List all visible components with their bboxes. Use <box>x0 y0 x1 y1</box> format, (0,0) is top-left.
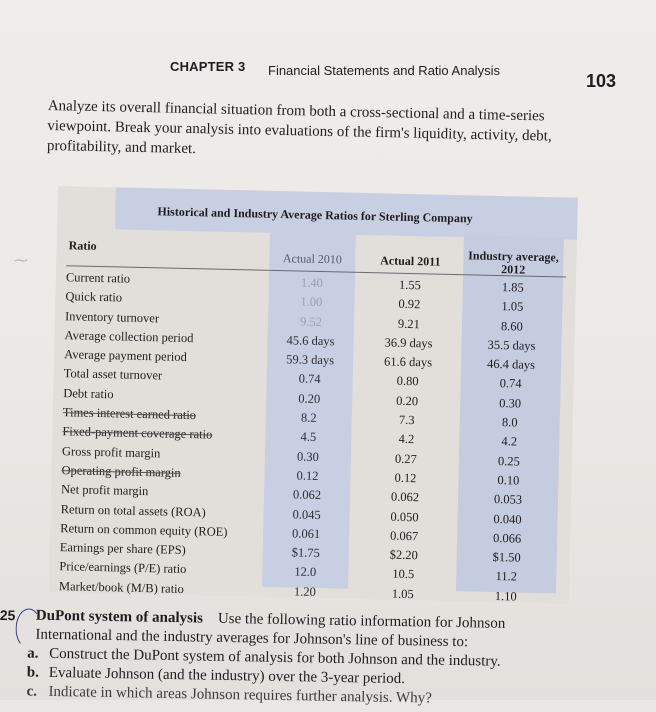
industry-average-value: 8.0 <box>501 415 518 430</box>
actual-2010-value: 0.12 <box>296 468 319 483</box>
ratio-label: Earnings per share (EPS) <box>59 540 186 558</box>
actual-2010-value: 0.045 <box>292 506 321 522</box>
industry-average-value: 0.053 <box>493 492 523 507</box>
ratio-label: Current ratio <box>65 270 131 286</box>
ratio-label: Net profit margin <box>60 482 149 499</box>
actual-2010-value: 0.20 <box>298 391 321 406</box>
actual-2010-value: 12.0 <box>294 564 317 580</box>
actual-2011-value: 36.9 days <box>384 335 433 351</box>
ratio-label: Total asset turnover <box>63 366 163 383</box>
actual-2010-value: 1.40 <box>300 275 323 291</box>
problem-item-text: Evaluate Johnson (and the industry) over the 3-year period. <box>48 664 406 688</box>
actual-2010-value: 0.061 <box>291 526 321 541</box>
actual-2011-value: 0.062 <box>390 489 420 505</box>
actual-2011-value: 10.5 <box>392 567 415 582</box>
actual-2011-value: 0.050 <box>390 509 419 524</box>
actual-2011-value: 0.92 <box>398 297 421 312</box>
ratio-table <box>49 186 578 604</box>
industry-average-value: 35.5 days <box>487 337 536 353</box>
actual-2011-value: 0.80 <box>396 374 419 389</box>
problem-item-mark: a. <box>27 645 39 662</box>
ratio-label: Quick ratio <box>65 289 123 305</box>
actual-2010-value: 8.2 <box>300 410 317 426</box>
industry-average-value: 1.85 <box>501 280 524 295</box>
actual-2010-value: 9.52 <box>299 314 323 329</box>
actual-2011-value: 0.067 <box>389 528 419 544</box>
page-number: 103 <box>585 71 616 91</box>
column-header-industry-line1: Industry average, <box>468 248 559 265</box>
actual-2011-value: 61.6 days <box>383 354 433 370</box>
industry-average-value: 0.25 <box>497 453 520 469</box>
actual-2010-value: 0.74 <box>298 371 321 387</box>
industry-average-value: 0.10 <box>497 473 520 488</box>
column-header-industry <box>458 249 569 277</box>
ratio-label: Gross profit margin <box>61 443 161 461</box>
ratio-label: Return on common equity (ROE) <box>60 521 228 539</box>
ratio-label: Average collection period <box>64 328 194 346</box>
problem-text-line2: International and the industry averages for Johnson's line of business to: <box>35 626 469 651</box>
page-header <box>170 55 616 91</box>
column-header-actual-2010: Actual 2010 <box>282 251 343 267</box>
actual-2010-value: 1.00 <box>300 294 323 310</box>
actual-2010-value: $1.75 <box>291 545 320 561</box>
ratio-label: Market/book (M/B) ratio <box>58 578 185 596</box>
ratio-label: Times interest earned ratio <box>62 405 197 423</box>
industry-average-value: 11.2 <box>495 569 518 584</box>
problem-item-mark: c. <box>26 683 38 700</box>
actual-2011-value: 9.21 <box>397 316 421 331</box>
industry-average-value: 0.040 <box>493 511 522 527</box>
margin-pencil-mark: ⁓ <box>14 252 28 268</box>
column-header-industry-line2: 2012 <box>501 262 526 277</box>
column-header-ratio: Ratio <box>68 238 97 253</box>
industry-average-value: $1.50 <box>492 550 521 565</box>
industry-average-value: 0.74 <box>499 376 522 392</box>
problem-title: DuPont system of analysis <box>35 607 204 627</box>
section-title: Financial Statements and Ratio Analysis <box>268 63 500 78</box>
problem-item-mark: b. <box>26 664 40 681</box>
industry-average-value: 46.4 days <box>486 356 536 373</box>
actual-2011-value: 0.12 <box>394 470 417 486</box>
actual-2011-value: 0.27 <box>394 451 417 466</box>
actual-2011-value: 4.2 <box>398 432 415 447</box>
chapter-label: CHAPTER 3 <box>170 59 246 74</box>
actual-2010-value: 45.6 days <box>286 333 335 349</box>
ratio-label: Return on total assets (ROA) <box>60 501 206 519</box>
actual-2010-value: 0.30 <box>296 449 320 464</box>
actual-2010-value: 4.5 <box>300 429 317 445</box>
actual-2011-value: 1.05 <box>391 586 414 601</box>
table-body <box>49 268 576 608</box>
actual-2010-value: 59.3 days <box>285 352 335 368</box>
industry-average-value: 0.066 <box>492 530 522 546</box>
column-header-actual-2011: Actual 2011 <box>380 253 441 269</box>
problem-item-text: Indicate in which areas Johnson requires further analysis. Why? <box>48 683 432 707</box>
problem-text-line1: Use the following ratio information for Johnson <box>217 610 506 632</box>
problem-item-text: Construct the DuPont system of analysis for both Johnson and the industry. <box>49 645 501 670</box>
ratio-label: Debt ratio <box>63 385 114 402</box>
industry-average-value: 1.10 <box>494 588 517 604</box>
actual-2011-value: 7.3 <box>398 412 415 428</box>
ratio-label: Operating profit margin <box>61 463 181 480</box>
problem-25 <box>0 606 656 711</box>
industry-average-value: 8.60 <box>500 318 524 334</box>
industry-average-value: 1.05 <box>501 299 524 314</box>
ratio-label: Average payment period <box>64 347 187 365</box>
actual-2010-value: 0.062 <box>292 487 322 503</box>
actual-2011-value: 0.20 <box>396 393 419 409</box>
actual-2011-value: 1.55 <box>398 277 421 293</box>
actual-2010-value: 1.20 <box>293 584 316 599</box>
actual-2011-value: $2.20 <box>389 547 418 563</box>
table-title: Historical and Industry Average Ratios for Sterling Company <box>157 204 473 226</box>
industry-average-value: 4.2 <box>501 434 518 449</box>
ratio-label: Fixed-payment coverage ratio <box>62 424 213 442</box>
ratio-label: Price/earnings (P/E) ratio <box>59 559 187 577</box>
industry-average-value: 0.30 <box>499 395 522 411</box>
intro-paragraph: Analyze its overall financial situation from both a cross-sectional and a time-series viewpoint. Break your analysis into evaluations of the firm's liquidity, activity, debt, profitability, and market. <box>46 97 552 158</box>
problem-number: 25 <box>0 606 16 624</box>
ratio-label: Inventory turnover <box>64 308 160 325</box>
